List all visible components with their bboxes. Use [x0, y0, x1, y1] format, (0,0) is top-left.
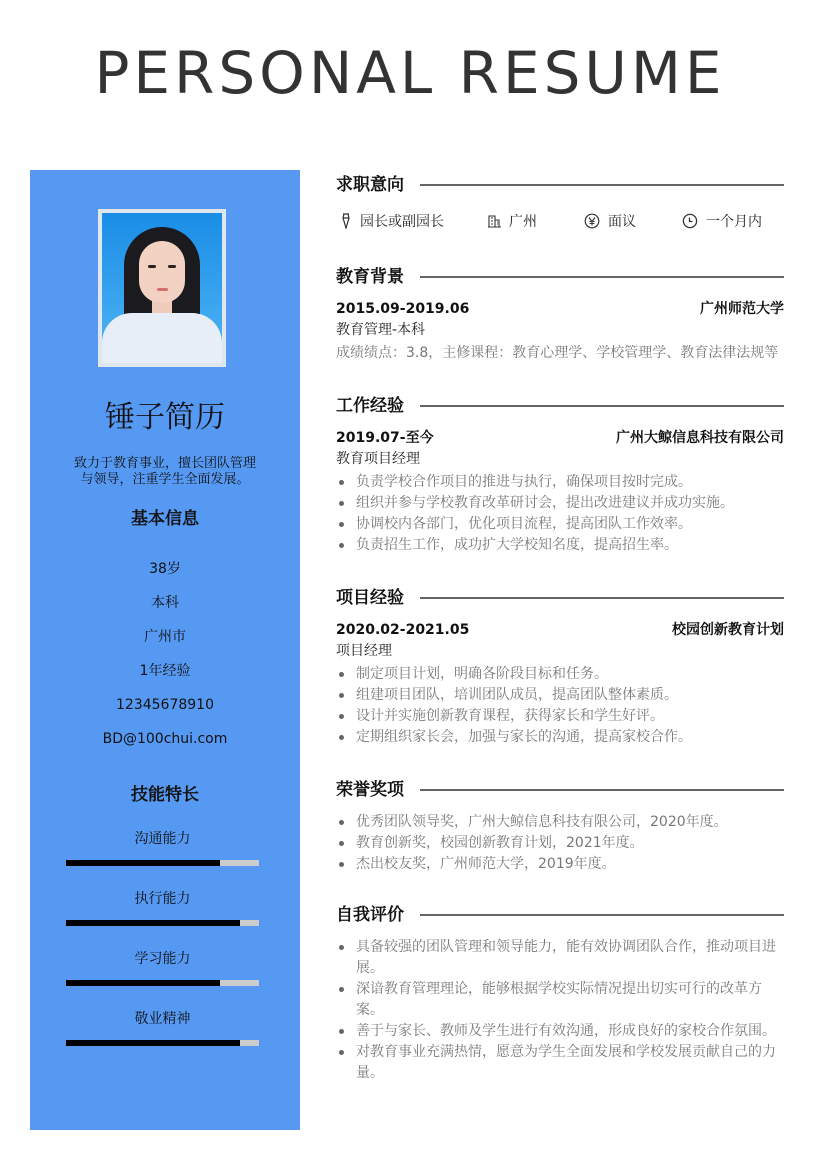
- skill-item: [66, 949, 259, 986]
- honors-bullets: [336, 812, 784, 875]
- list-item: 负责学校合作项目的推进与执行，确保项目按时完成。: [336, 472, 784, 493]
- section-divider: [420, 597, 784, 599]
- education-period: 2015.09-2019.06: [336, 301, 470, 317]
- list-item: 制定项目计划，明确各阶段目标和任务。: [336, 664, 784, 685]
- section-title: 教育背景: [336, 267, 404, 287]
- building-icon: [488, 214, 501, 228]
- section-title: 荣誉奖项: [336, 780, 404, 800]
- info-degree: 本科: [151, 595, 179, 611]
- skill-label: 敬业精神: [134, 1011, 191, 1027]
- intent-availability: [682, 211, 762, 231]
- section-title: 项目经验: [336, 588, 404, 608]
- info-phone: 12345678910: [116, 697, 214, 713]
- motto: [60, 456, 270, 488]
- skill-bar-fill: [66, 920, 240, 926]
- basic-info-list: [30, 552, 300, 756]
- intent-text: 面议: [608, 214, 636, 230]
- list-item: 优秀团队领导奖，广州大鲸信息科技有限公司，2020年度。: [336, 812, 784, 833]
- list-item: 设计并实施创新教育课程，获得家长和学生好评。: [336, 706, 784, 727]
- motto-line: 致力于教育事业，擅长团队管理: [73, 456, 256, 471]
- project-header: [336, 620, 784, 641]
- skill-item: [66, 1009, 259, 1046]
- motto-line: 与领导，注重学生全面发展。: [80, 472, 250, 487]
- skill-bar: [66, 980, 259, 986]
- section-title: 自我评价: [336, 905, 404, 925]
- skill-label: 沟通能力: [134, 831, 191, 847]
- skill-bar: [66, 860, 259, 866]
- section-job-intent: [336, 171, 784, 231]
- intent-position: [336, 211, 488, 231]
- intent-city: [488, 211, 584, 231]
- info-age: 38岁: [149, 561, 181, 577]
- section-project: [336, 584, 784, 748]
- skill-label: 学习能力: [134, 951, 191, 967]
- section-title: 工作经验: [336, 396, 404, 416]
- education-detail: 成绩绩点：3.8，主修课程：教育心理学、学校管理学、教育法律法规等: [336, 345, 779, 361]
- basic-info-heading: 基本信息: [131, 509, 199, 529]
- work-header: [336, 428, 784, 449]
- list-item: 定期组织家长会，加强与家长的沟通，提高家校合作。: [336, 727, 784, 748]
- self-eval-bullets: [336, 937, 784, 1084]
- page-title: PERSONAL RESUME: [94, 39, 726, 107]
- list-item: 具备较强的团队管理和领导能力，能有效协调团队合作，推动项目进展。: [336, 937, 784, 979]
- list-item: 教育创新奖，校园创新教育计划，2021年度。: [336, 833, 784, 854]
- section-education: [336, 263, 784, 365]
- section-divider: [420, 184, 784, 186]
- education-school: 广州师范大学: [700, 301, 784, 317]
- project-period: 2020.02-2021.05: [336, 622, 470, 638]
- section-honors: [336, 776, 784, 875]
- list-item: 对教育事业充满热情，愿意为学生全面发展和学校发展贡献自己的力量。: [336, 1042, 784, 1084]
- section-divider: [420, 914, 784, 916]
- work-bullets: [336, 472, 784, 556]
- skill-item: [66, 889, 259, 926]
- list-item: 组织并参与学校教育改革研讨会，提出改进建议并成功实施。: [336, 493, 784, 514]
- project-name: 校园创新教育计划: [672, 622, 784, 638]
- work-period: 2019.07-至今: [336, 430, 434, 446]
- tie-icon: [340, 213, 352, 229]
- list-item: 组建项目团队，培训团队成员，提高团队整体素质。: [336, 685, 784, 706]
- info-experience: 1年经验: [139, 663, 191, 679]
- intent-text: 广州: [509, 214, 537, 230]
- info-email: BD@100chui.com: [102, 731, 228, 747]
- job-intent-row: [336, 211, 784, 231]
- profile-photo-frame: [98, 209, 226, 367]
- candidate-name: 锤子简历: [105, 400, 225, 435]
- intent-text: 一个月内: [706, 214, 762, 230]
- intent-salary: [584, 211, 682, 231]
- skill-label: 执行能力: [134, 891, 191, 907]
- skill-bar-fill: [66, 1040, 240, 1046]
- profile-photo: [102, 213, 222, 363]
- list-item: 协调校内各部门，优化项目流程，提高团队工作效率。: [336, 514, 784, 535]
- section-self-eval: [336, 901, 784, 1084]
- section-divider: [420, 789, 784, 791]
- sidebar: [30, 170, 300, 1130]
- section-work: [336, 392, 784, 556]
- skills-heading: 技能特长: [131, 785, 199, 805]
- intent-text: 园长或副园长: [360, 214, 444, 230]
- skill-bar: [66, 1040, 259, 1046]
- work-company: 广州大鲸信息科技有限公司: [616, 430, 784, 446]
- skill-bar-fill: [66, 980, 220, 986]
- section-title: 求职意向: [336, 175, 404, 195]
- skill-item: [66, 829, 259, 866]
- info-city: 广州市: [144, 629, 186, 645]
- project-bullets: [336, 664, 784, 748]
- skill-bar-fill: [66, 860, 220, 866]
- project-role: 项目经理: [336, 643, 392, 659]
- skill-bar: [66, 920, 259, 926]
- section-divider: [420, 405, 784, 407]
- list-item: 善于与家长、教师及学生进行有效沟通，形成良好的家校合作氛围。: [336, 1021, 784, 1042]
- education-header: [336, 299, 784, 320]
- list-item: 负责招生工作，成功扩大学校知名度，提高招生率。: [336, 535, 784, 556]
- list-item: 深谙教育管理理论，能够根据学校实际情况提出切实可行的改革方案。: [336, 979, 784, 1021]
- education-major: 教育管理-本科: [336, 322, 426, 338]
- list-item: 杰出校友奖，广州师范大学，2019年度。: [336, 854, 784, 875]
- section-divider: [420, 276, 784, 278]
- work-role: 教育项目经理: [336, 451, 420, 467]
- clock-icon: [682, 213, 698, 229]
- yen-icon: [584, 213, 600, 229]
